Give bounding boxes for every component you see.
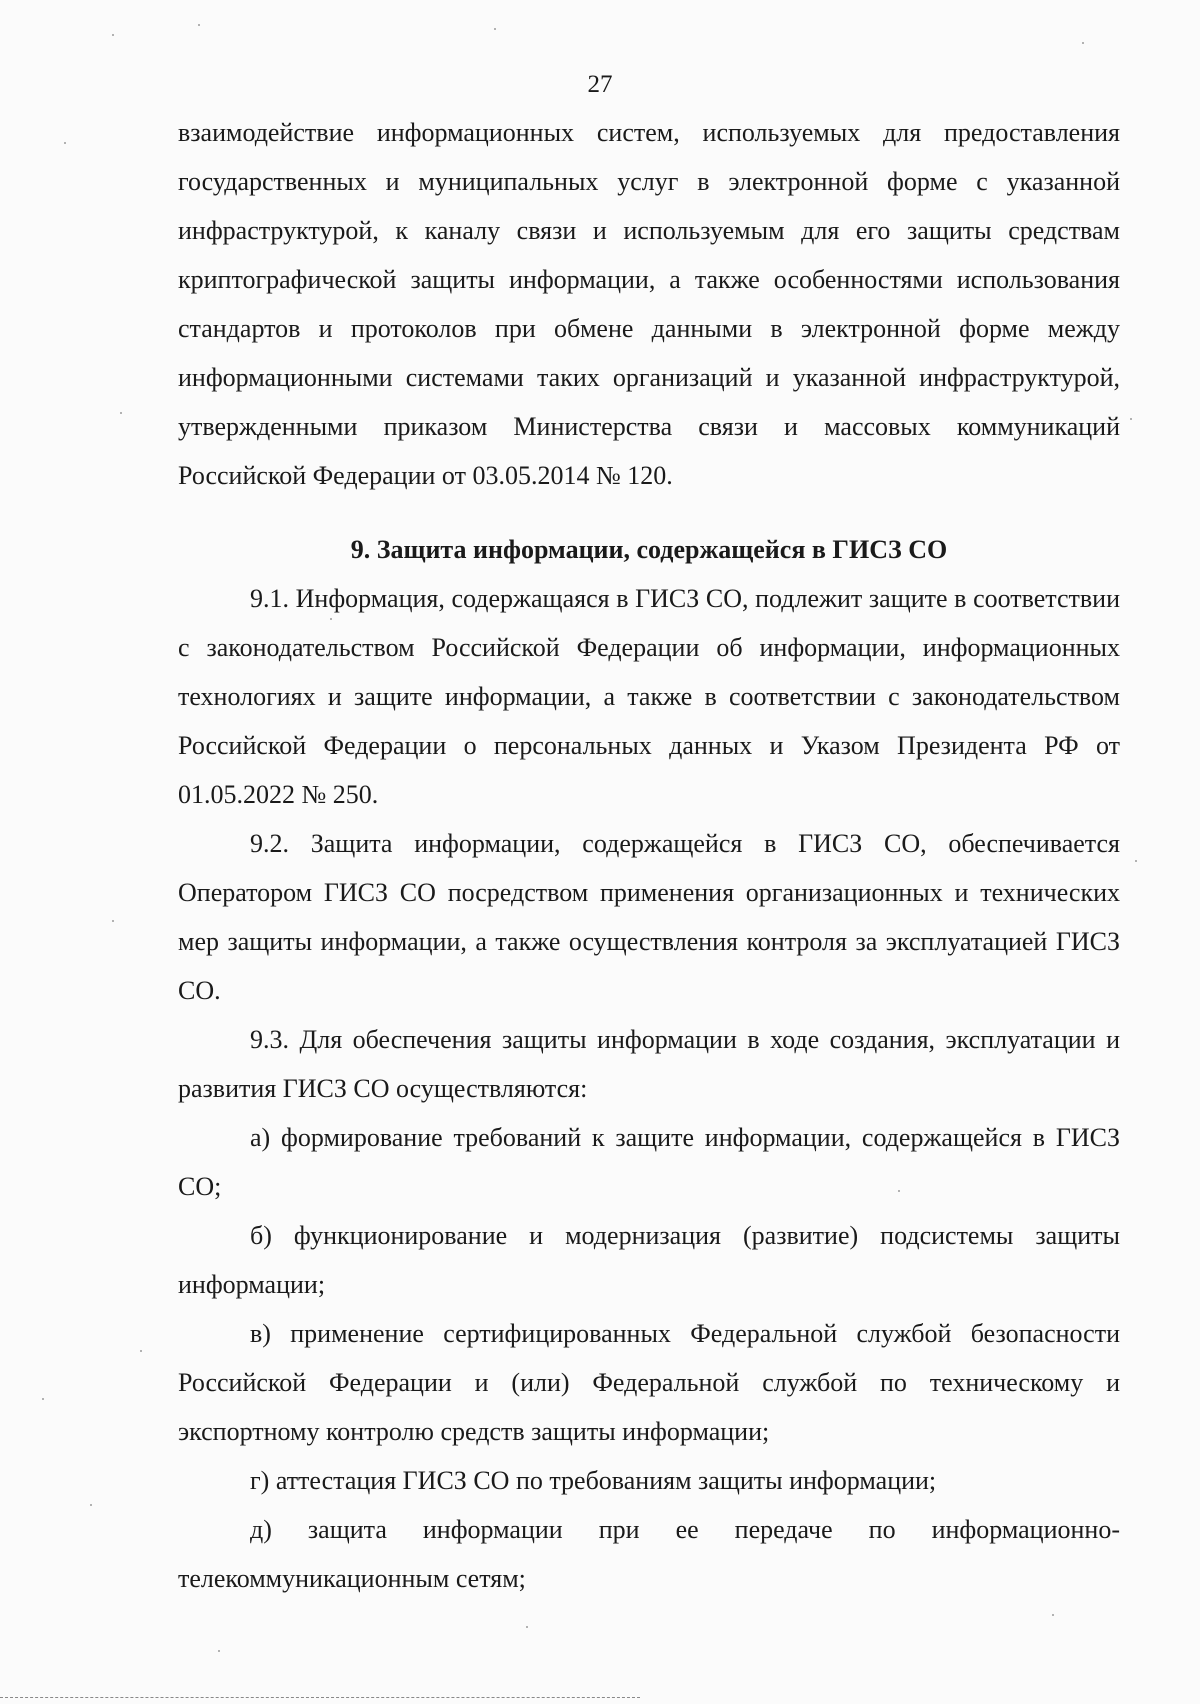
scan-speck: [1130, 418, 1132, 420]
list-item-v: в) применение сертифицированных Федеральной службой безопасности Российской Федерации и (или) Федеральной службой по техническому и экспортному контролю средств защиты информации;: [178, 1319, 1120, 1446]
scan-speck: [140, 1350, 142, 1352]
page-number: 27: [587, 71, 613, 98]
paragraph-continuation: взаимодействие информационных систем, используемых для предоставления государственных и муниципальных услуг в электронной форме с указанной инфраструктурой, к каналу связи и используемым для его защиты средствам криптографической защиты информации, а также особенностями использования стандартов и протоколов при обмене данными в электронной форме между информационными системами таких организаций и указанной инфраструктурой, утвержденными приказом Министерства связи и массовых коммуникаций Российской Федерации от 03.05.2014 № 120.: [178, 118, 1120, 490]
scan-speck: [1082, 42, 1084, 44]
scan-speck: [1135, 860, 1137, 862]
paragraph-9-1: 9.1. Информация, содержащаяся в ГИСЗ СО, подлежит защите в соответствии с законодательством Российской Федерации об информации, информационных технологиях и защите информации, а также в соответствии с законодательством Российской Федерации о персональных данных и Указом Президента РФ от 01.05.2022 № 250.: [178, 584, 1120, 809]
scan-speck: [90, 1504, 92, 1506]
scan-speck: [526, 1626, 528, 1628]
scan-speck: [42, 1398, 44, 1400]
scan-edge-line: [0, 1697, 640, 1698]
list-item-d: д) защита информации при ее передаче по информационно-телекоммуникационным сетям;: [178, 1515, 1120, 1593]
scan-speck: [198, 24, 200, 26]
scan-speck: [218, 1650, 220, 1652]
scan-speck: [64, 142, 66, 144]
paragraph-9-2: 9.2. Защита информации, содержащейся в ГИСЗ СО, обеспечивается Оператором ГИСЗ СО посредством применения организационных и технических мер защиты информации, а также осуществления контроля за эксплуатацией ГИСЗ СО.: [178, 829, 1120, 1005]
scan-speck: [898, 1190, 900, 1192]
scan-speck: [112, 920, 114, 922]
document-body: [178, 108, 1120, 1603]
list-item-b: б) функционирование и модернизация (развитие) подсистемы защиты информации;: [178, 1221, 1120, 1299]
scan-speck: [330, 618, 332, 620]
list-item-a: а) формирование требований к защите информации, содержащейся в ГИСЗ СО;: [178, 1123, 1120, 1201]
section-title: 9. Защита информации, содержащейся в ГИСЗ СО: [350, 535, 948, 564]
scan-speck: [494, 28, 496, 30]
paragraph-9-3: 9.3. Для обеспечения защиты информации в ходе создания, эксплуатации и развития ГИСЗ СО осуществляются:: [178, 1025, 1120, 1103]
scan-speck: [120, 412, 122, 414]
scan-speck: [1052, 1614, 1054, 1616]
list-item-g: г) аттестация ГИСЗ СО по требованиям защиты информации;: [250, 1466, 937, 1495]
scan-speck: [112, 34, 114, 36]
